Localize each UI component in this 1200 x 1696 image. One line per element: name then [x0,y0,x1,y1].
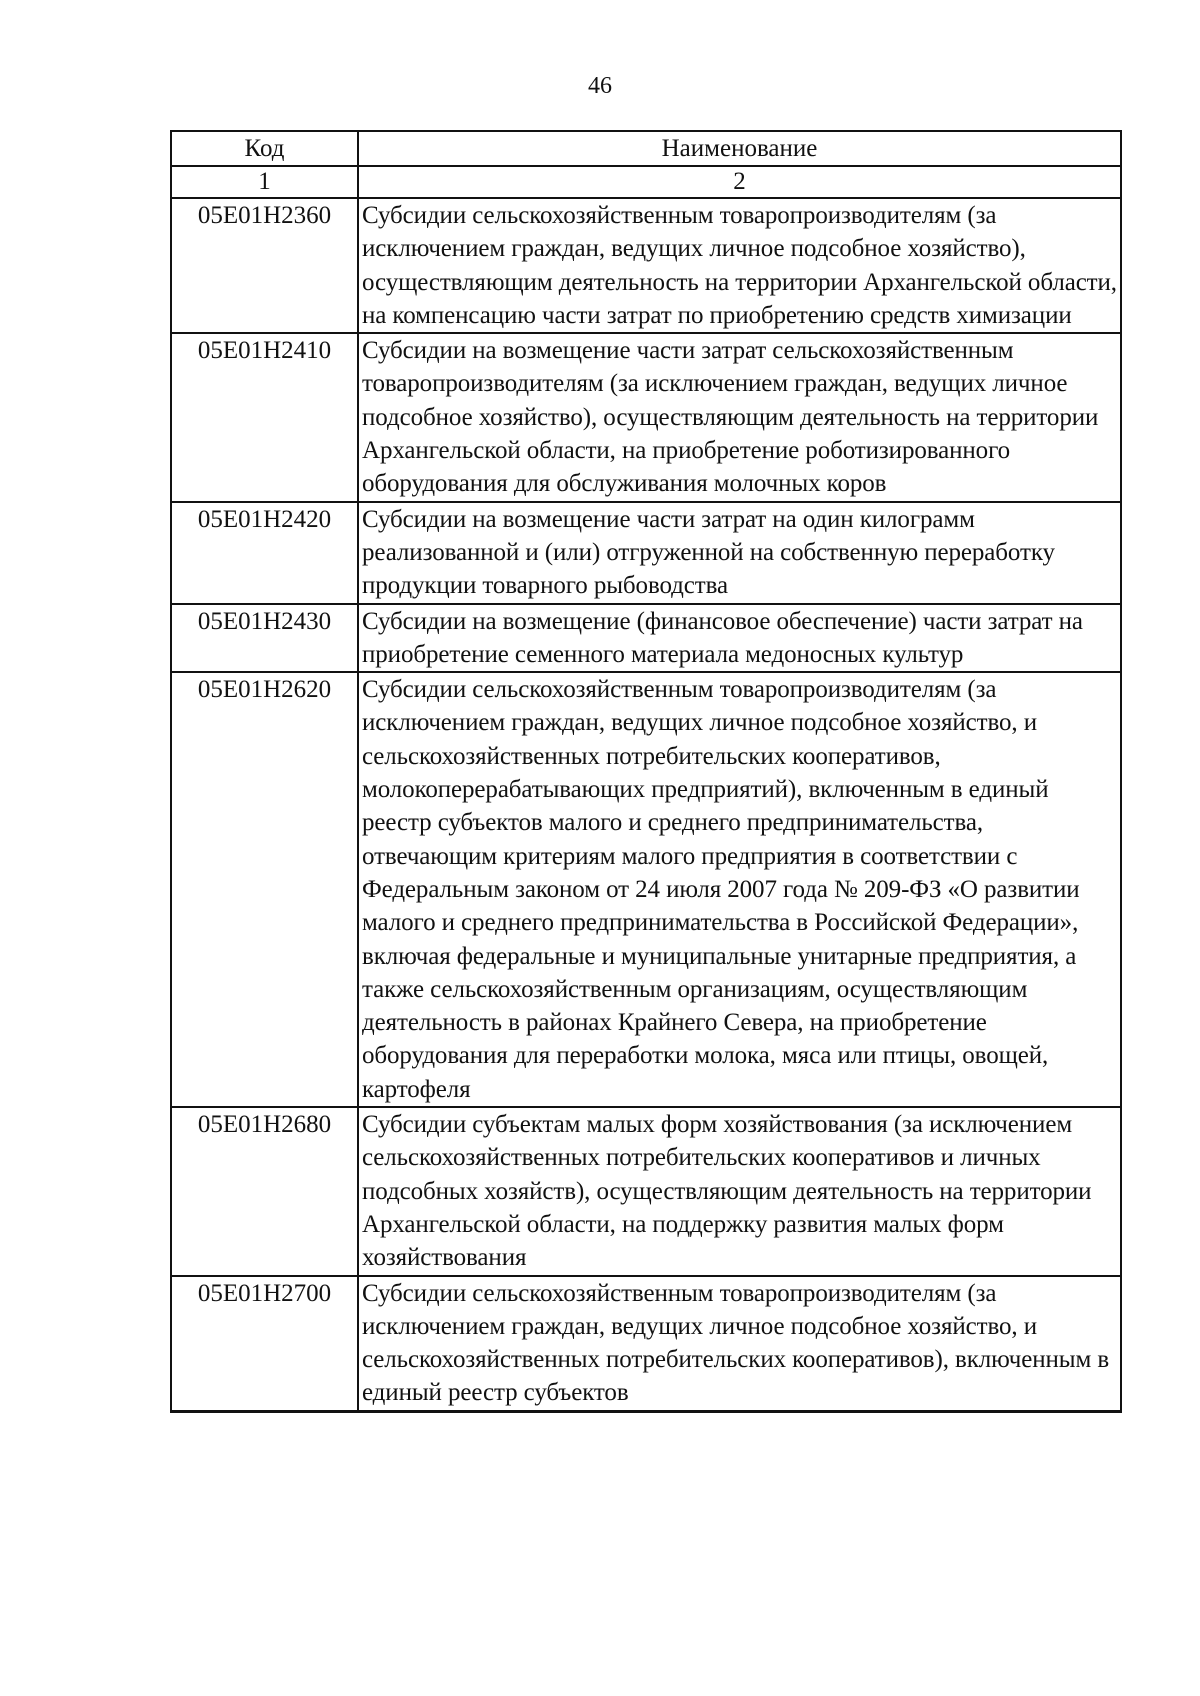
table-row [171,1107,1121,1275]
header-code: Код [171,131,358,166]
code-cell: 05E01H2430 [171,604,358,673]
name-cell: Субсидии сельскохозяйственным товаропроизводителям (за исключением граждан, ведущих личное подсобное хозяйство), осуществляющим деятельность на территории Архангельской области, на компенсацию части затрат по приобретению средств химизации [358,198,1121,333]
name-cell: Субсидии субъектам малых форм хозяйствования (за исключением сельскохозяйственных потребительских кооперативов и личных подсобных хозяйств), осуществляющим деятельность на территории Архангельской области, на поддержку развития малых форм хозяйствования [358,1107,1121,1275]
table-row [171,333,1121,501]
code-cell: 05E01H2680 [171,1107,358,1275]
table-header-row [171,131,1121,166]
code-cell: 05E01H2700 [171,1276,358,1412]
code-cell: 05E01H2620 [171,672,358,1107]
name-cell: Субсидии на возмещение части затрат на один килограмм реализованной и (или) отгруженной на собственную переработку продукции товарного рыбоводства [358,502,1121,604]
page-number: 46 [588,73,612,99]
name-cell: Субсидии на возмещение (финансовое обеспечение) части затрат на приобретение семенного материала медоносных культур [358,604,1121,673]
table-row [171,198,1121,333]
table-row [171,502,1121,604]
table-row [171,672,1121,1107]
column-number-row [171,166,1121,198]
code-cell: 05E01H2410 [171,333,358,501]
table-row [171,604,1121,673]
budget-codes-table [170,130,1122,1413]
header-name: Наименование [358,131,1121,166]
name-cell: Субсидии сельскохозяйственным товаропроизводителям (за исключением граждан, ведущих личное подсобное хозяйство, и сельскохозяйственных потребительских кооперативов), включенным в единый реестр субъектов [358,1276,1121,1412]
table-row [171,1276,1121,1412]
name-cell: Субсидии сельскохозяйственным товаропроизводителям (за исключением граждан, ведущих личное подсобное хозяйство, и сельскохозяйственных потребительских кооперативов, молокоперерабатывающих предприятий), включенным в единый реестр субъектов малого и среднего предпринимательства, отвечающим критериям малого предприятия в соответствии с Федеральным законом от 24 июля 2007 года № 209-ФЗ «О развитии малого и среднего предпринимательства в Российской Федерации», включая федеральные и муниципальные унитарные предприятия, а также сельскохозяйственным организациям, осуществляющим деятельность в районах Крайнего Севера, на приобретение оборудования для переработки молока, мяса или птицы, овощей, картофеля [358,672,1121,1107]
column-number-code: 1 [171,166,358,198]
column-number-name: 2 [358,166,1121,198]
name-cell: Субсидии на возмещение части затрат сельскохозяйственным товаропроизводителям (за исключением граждан, ведущих личное подсобное хозяйство), осуществляющим деятельность на территории Архангельской области, на приобретение роботизированного оборудования для обслуживания молочных коров [358,333,1121,501]
code-cell: 05E01H2360 [171,198,358,333]
code-cell: 05E01H2420 [171,502,358,604]
